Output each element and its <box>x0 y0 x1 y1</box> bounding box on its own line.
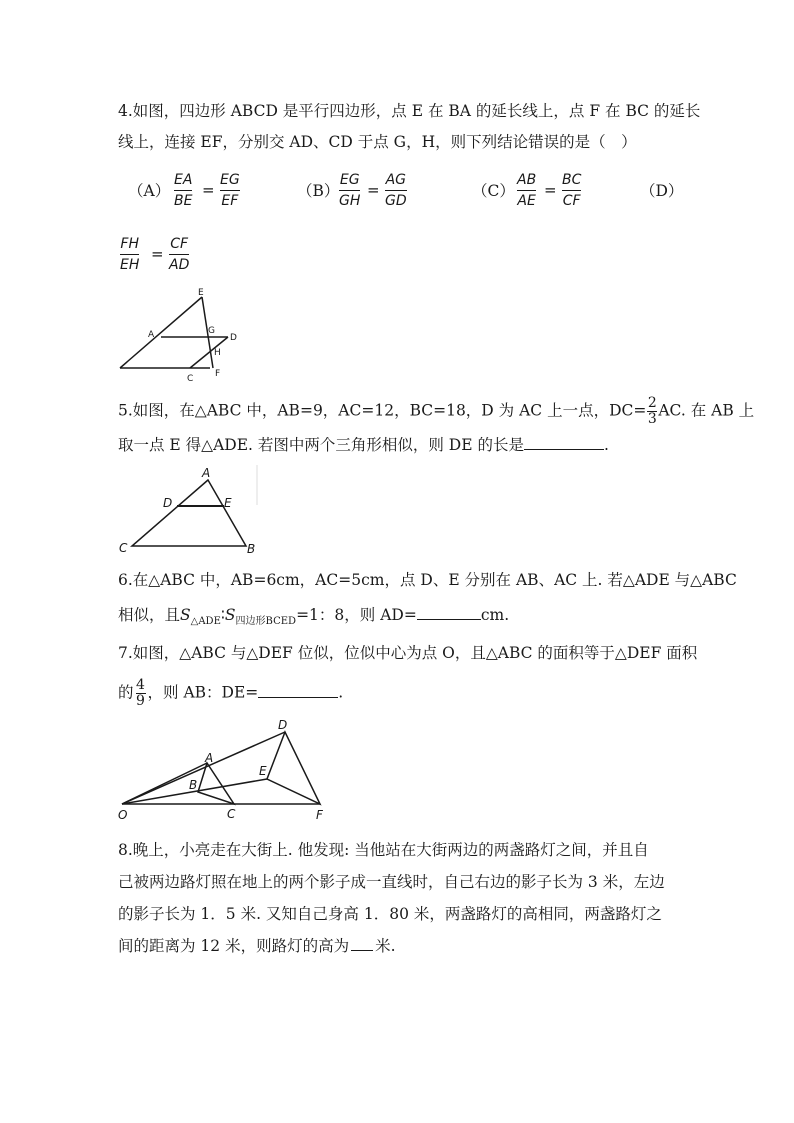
q8-answer-blank[interactable] <box>351 936 373 951</box>
q6-line2 <box>118 604 509 633</box>
q4-option-d-frac2: CF AD <box>169 236 190 273</box>
q7-fraction: $\frac{4}{9}$ <box>136 677 145 709</box>
q4-option-d-frac1: FH EH <box>120 236 140 273</box>
q5-label-b: B <box>247 542 256 556</box>
q5-label-d: D <box>163 496 173 510</box>
q5-line2 <box>118 434 609 456</box>
q7-figure <box>112 715 337 825</box>
q7-line2-mid: ，则 AB：DE= <box>147 683 259 702</box>
q4-label-d: D <box>230 333 237 343</box>
q4-label-c: C <box>187 374 194 384</box>
q8-line2: 己被两边路灯照在地上的两个影子成一直线时，自己右边的影子长为 3 米，左边 <box>118 873 665 891</box>
q5-figure <box>112 465 262 560</box>
q4-option-c-label: （C） <box>472 182 515 200</box>
q6-s1-sub: △ADE <box>190 616 221 628</box>
q4-option-b-label: （B） <box>297 182 340 200</box>
q7-line1: 7.如图，△ABC 与△DEF 位似，位似中心为点 O，且△ABC 的面积等于△DEF 面积 <box>118 644 698 662</box>
q5-line1 <box>118 396 754 427</box>
q6-colon: ∶ <box>220 606 225 624</box>
q7-label-a: A <box>205 751 214 765</box>
q7-label-f: F <box>316 808 323 822</box>
q8-line4-end: 米. <box>375 937 396 955</box>
q6-s1: S <box>180 606 191 624</box>
q5-line1-text: 5.如图，在△ABC 中，AB=9，AC=12，BC=18，D 为 AC 上一点，DC= <box>118 401 647 420</box>
q4-line2: 线上，连接 EF，分别交 AD、CD 于点 G，H，则下列结论错误的是（ ） <box>118 133 637 151</box>
q4-option-a-frac1: EA BE <box>174 172 193 209</box>
q5-label-a: A <box>202 466 211 480</box>
q4-label-f: F <box>215 369 221 379</box>
q4-option-c-frac1: AB AE <box>517 172 537 209</box>
q8-line4-text: 间的距离为 12 米，则路灯的高为 <box>118 937 350 955</box>
q8-line4 <box>118 935 396 957</box>
q4-option-a-label: （A） <box>128 182 171 200</box>
q7-line2-text: 的 <box>118 683 134 702</box>
q5-label-e: E <box>224 496 232 510</box>
q5-fraction: $\frac{2}{3}$ <box>647 395 657 427</box>
q4-option-c-frac2: BC CF <box>562 172 582 209</box>
q5-line2-end: . <box>603 436 609 454</box>
q4-line1: 4.如图，四边形 ABCD 是平行四边形，点 E 在 BA 的延长线上，点 F 在 BC 的延长 <box>118 102 701 120</box>
q4-label-e: E <box>198 288 204 298</box>
q6-answer-blank[interactable] <box>417 605 481 620</box>
q7-line2 <box>118 678 343 709</box>
q7-answer-blank[interactable] <box>258 683 338 698</box>
q6-line2-mid: =1：8，则 AD= <box>296 606 417 624</box>
q8-line3: 的影子长为 1．5 米. 又知自己身高 1．80 米，两盏路灯的高相同，两盏路灯之 <box>118 905 662 923</box>
q4-option-d-label: （D） <box>640 182 684 200</box>
q7-label-c: C <box>227 807 236 821</box>
q4-option-d-equals: = <box>151 245 164 263</box>
q6-s2: S <box>224 606 236 624</box>
q6-line2-end: cm. <box>480 606 510 624</box>
q4-option-b-frac1: EG GH <box>339 172 361 209</box>
q8-line1: 8.晚上，小亮走在大街上. 他发现: 当他站在大街两边的两盏路灯之间，并且自 <box>118 841 649 859</box>
q4-option-b-frac2: AG GD <box>385 172 407 209</box>
q6-s2-sub: 四边形BCED <box>235 616 297 628</box>
q4-option-a-frac2: EG EF <box>220 172 240 209</box>
q4-figure <box>110 285 250 385</box>
q4-label-g: G <box>208 326 215 336</box>
q5-label-c: C <box>119 541 128 555</box>
q6-line2-text: 相似，且 <box>118 606 181 624</box>
q4-option-c-equals: = <box>544 181 557 199</box>
q4-option-b-equals: = <box>367 181 380 199</box>
q4-label-h: H <box>214 348 221 358</box>
q7-label-e: E <box>259 764 267 778</box>
q7-label-d: D <box>278 718 288 732</box>
q4-option-a-equals: = <box>202 181 215 199</box>
q6-line1: 6.在△ABC 中，AB=6cm，AC=5cm，点 D、E 分别在 AB、AC 上. 若△ADE 与△ABC <box>118 571 737 589</box>
q5-line1-text-end: AC. 在 AB 上 <box>658 401 755 420</box>
q5-answer-blank[interactable] <box>524 435 604 450</box>
q7-line2-end: . <box>338 683 344 702</box>
q4-label-a: A <box>148 330 155 340</box>
q7-label-b: B <box>189 778 198 792</box>
q5-line2-text: 取一点 E 得△ADE. 若图中两个三角形相似，则 DE 的长是 <box>118 436 524 454</box>
q7-label-o: O <box>118 808 128 822</box>
